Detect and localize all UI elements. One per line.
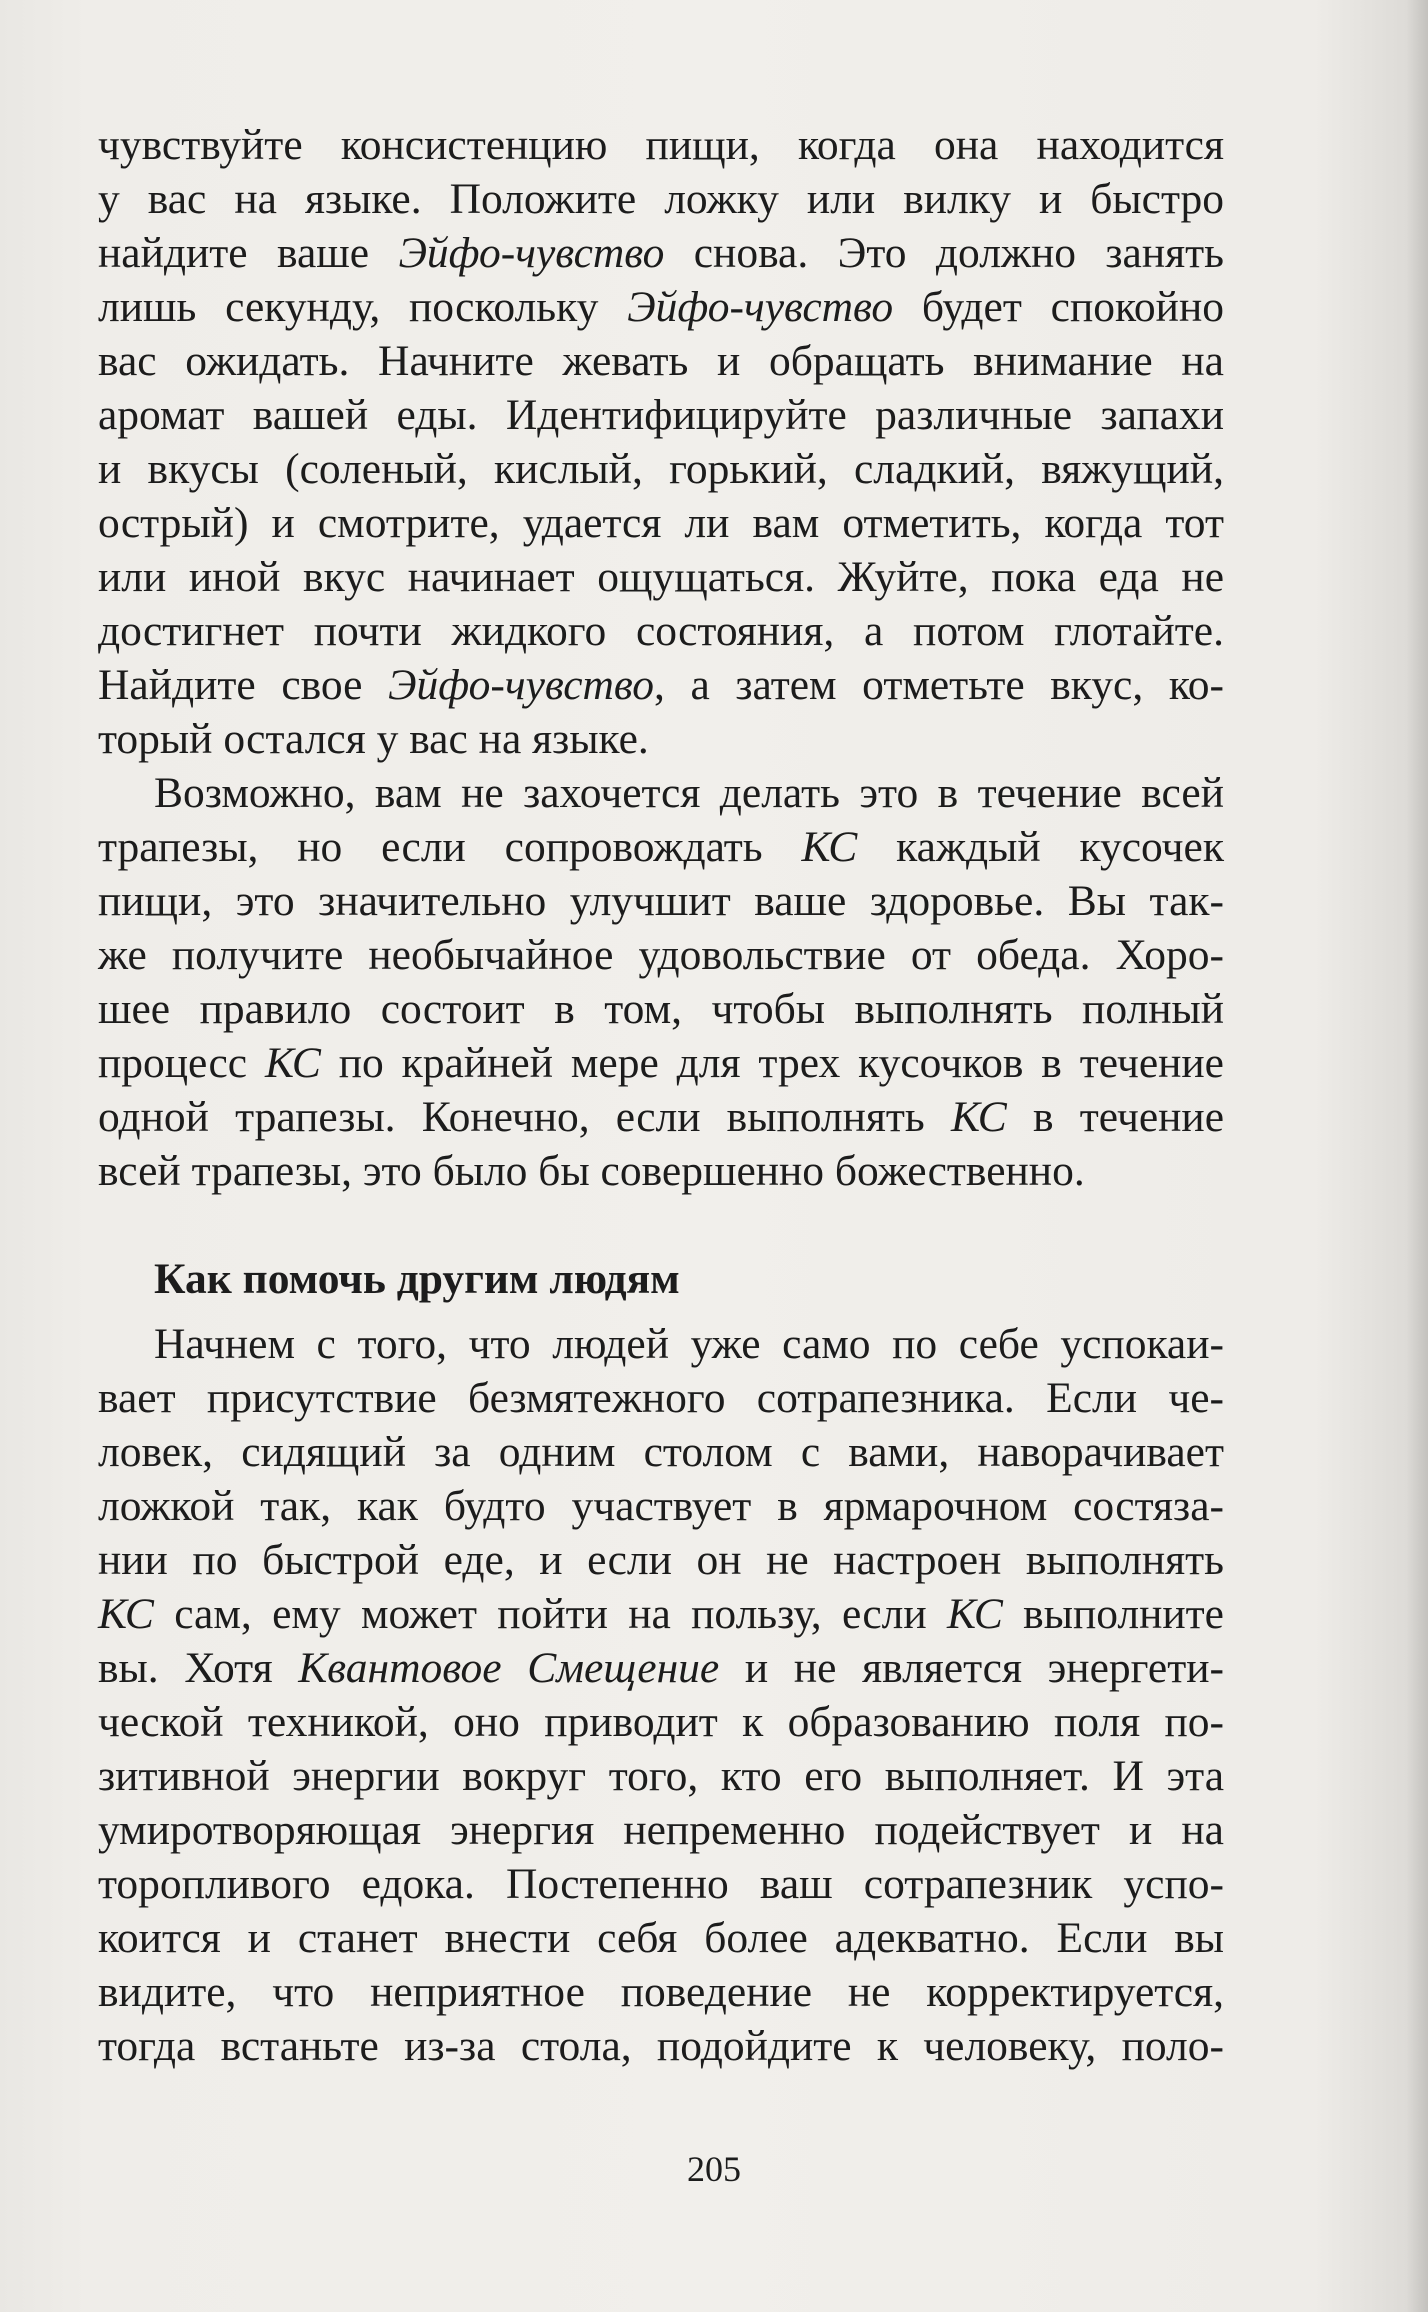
page-number: 205 [687,2149,741,2189]
paragraph-3 [98,1317,1224,2073]
text-line: Начнем с того, что людей уже само по себе успокаи- [154,1320,1224,1368]
paragraph-1 [98,118,1224,766]
text-line: чувствуйте консистенцию пищи, когда она находится [98,121,1224,169]
text-line: найдите ваше Эйфо-чувство снова. Это должно занять [98,229,1225,277]
text-line: лишь секунду, поскольку Эйфо-чувство будет спокойно [98,283,1224,331]
paragraph-2 [98,766,1224,1198]
text-line: видите, что неприятное поведение не корректируется, [98,1968,1224,2016]
text-line: торый остался у вас на языке. [98,715,649,763]
text-line: зитивной энергии вокруг того, кто его выполняет. И эта [98,1752,1224,1800]
text-line: ческой техникой, оно приводит к образованию поля по- [98,1698,1224,1746]
text-line: пищи, это значительно улучшит ваше здоровье. Вы так- [98,877,1224,925]
text-line: ложкой так, как будто участвует в ярмарочном состяза- [98,1482,1224,1530]
text-line: тогда встаньте из-за стола, подойдите к человеку, поло- [98,2022,1224,2070]
text-line: всей трапезы, это было бы совершенно божественно. [98,1147,1085,1195]
text-line: аромат вашей еды. Идентифицируйте различные запахи [98,391,1224,439]
text-line: КС сам, ему может пойти на пользу, если КС выполните [98,1590,1224,1638]
text-line: шее правило состоит в том, чтобы выполнять полный [98,985,1224,1033]
text-line: вает присутствие безмятежного сотрапезника. Если че- [98,1374,1224,1422]
text-line: острый) и смотрите, удается ли вам отметить, когда тот [98,499,1224,547]
text-line: же получите необычайное удовольствие от обеда. Хоро- [98,931,1224,979]
text-line: или иной вкус начинает ощущаться. Жуйте, пока еда не [98,553,1224,601]
text-line: умиротворяющая энергия непременно подействует и на [98,1806,1224,1854]
text-line: коится и станет внести себя более адекватно. Если вы [98,1914,1224,1962]
text-line: у вас на языке. Положите ложку или вилку и быстро [98,175,1224,223]
text-line: ловек, сидящий за одним столом с вами, наворачивает [98,1428,1224,1476]
section-heading: Как помочь другим людям [154,1255,680,1303]
text-line: Возможно, вам не захочется делать это в течение всей [154,769,1224,817]
text-line: торопливого едока. Постепенно ваш сотрапезник успо- [98,1860,1224,1908]
page-body [98,118,1224,2073]
text-line: вы. Хотя Квантовое Смещение и не является энергети- [98,1644,1224,1692]
text-line: процесс КС по крайней мере для трех кусочков в течение [98,1039,1224,1087]
page-edge-shadow [1406,0,1428,2312]
text-line: трапезы, но если сопровождать КС каждый кусочек [98,823,1224,871]
text-line: вас ожидать. Начните жевать и обращать внимание на [98,337,1224,385]
text-line: достигнет почти жидкого состояния, а потом глотайте. [98,607,1224,655]
text-line: и вкусы (соленый, кислый, горький, сладкий, вяжущий, [98,445,1224,493]
text-line: одной трапезы. Конечно, если выполнять КС в течение [98,1093,1225,1141]
text-line: Найдите свое Эйфо-чувство, а затем отметьте вкус, ко- [98,661,1224,709]
text-line: нии по быстрой еде, и если он не настроен выполнять [98,1536,1224,1584]
